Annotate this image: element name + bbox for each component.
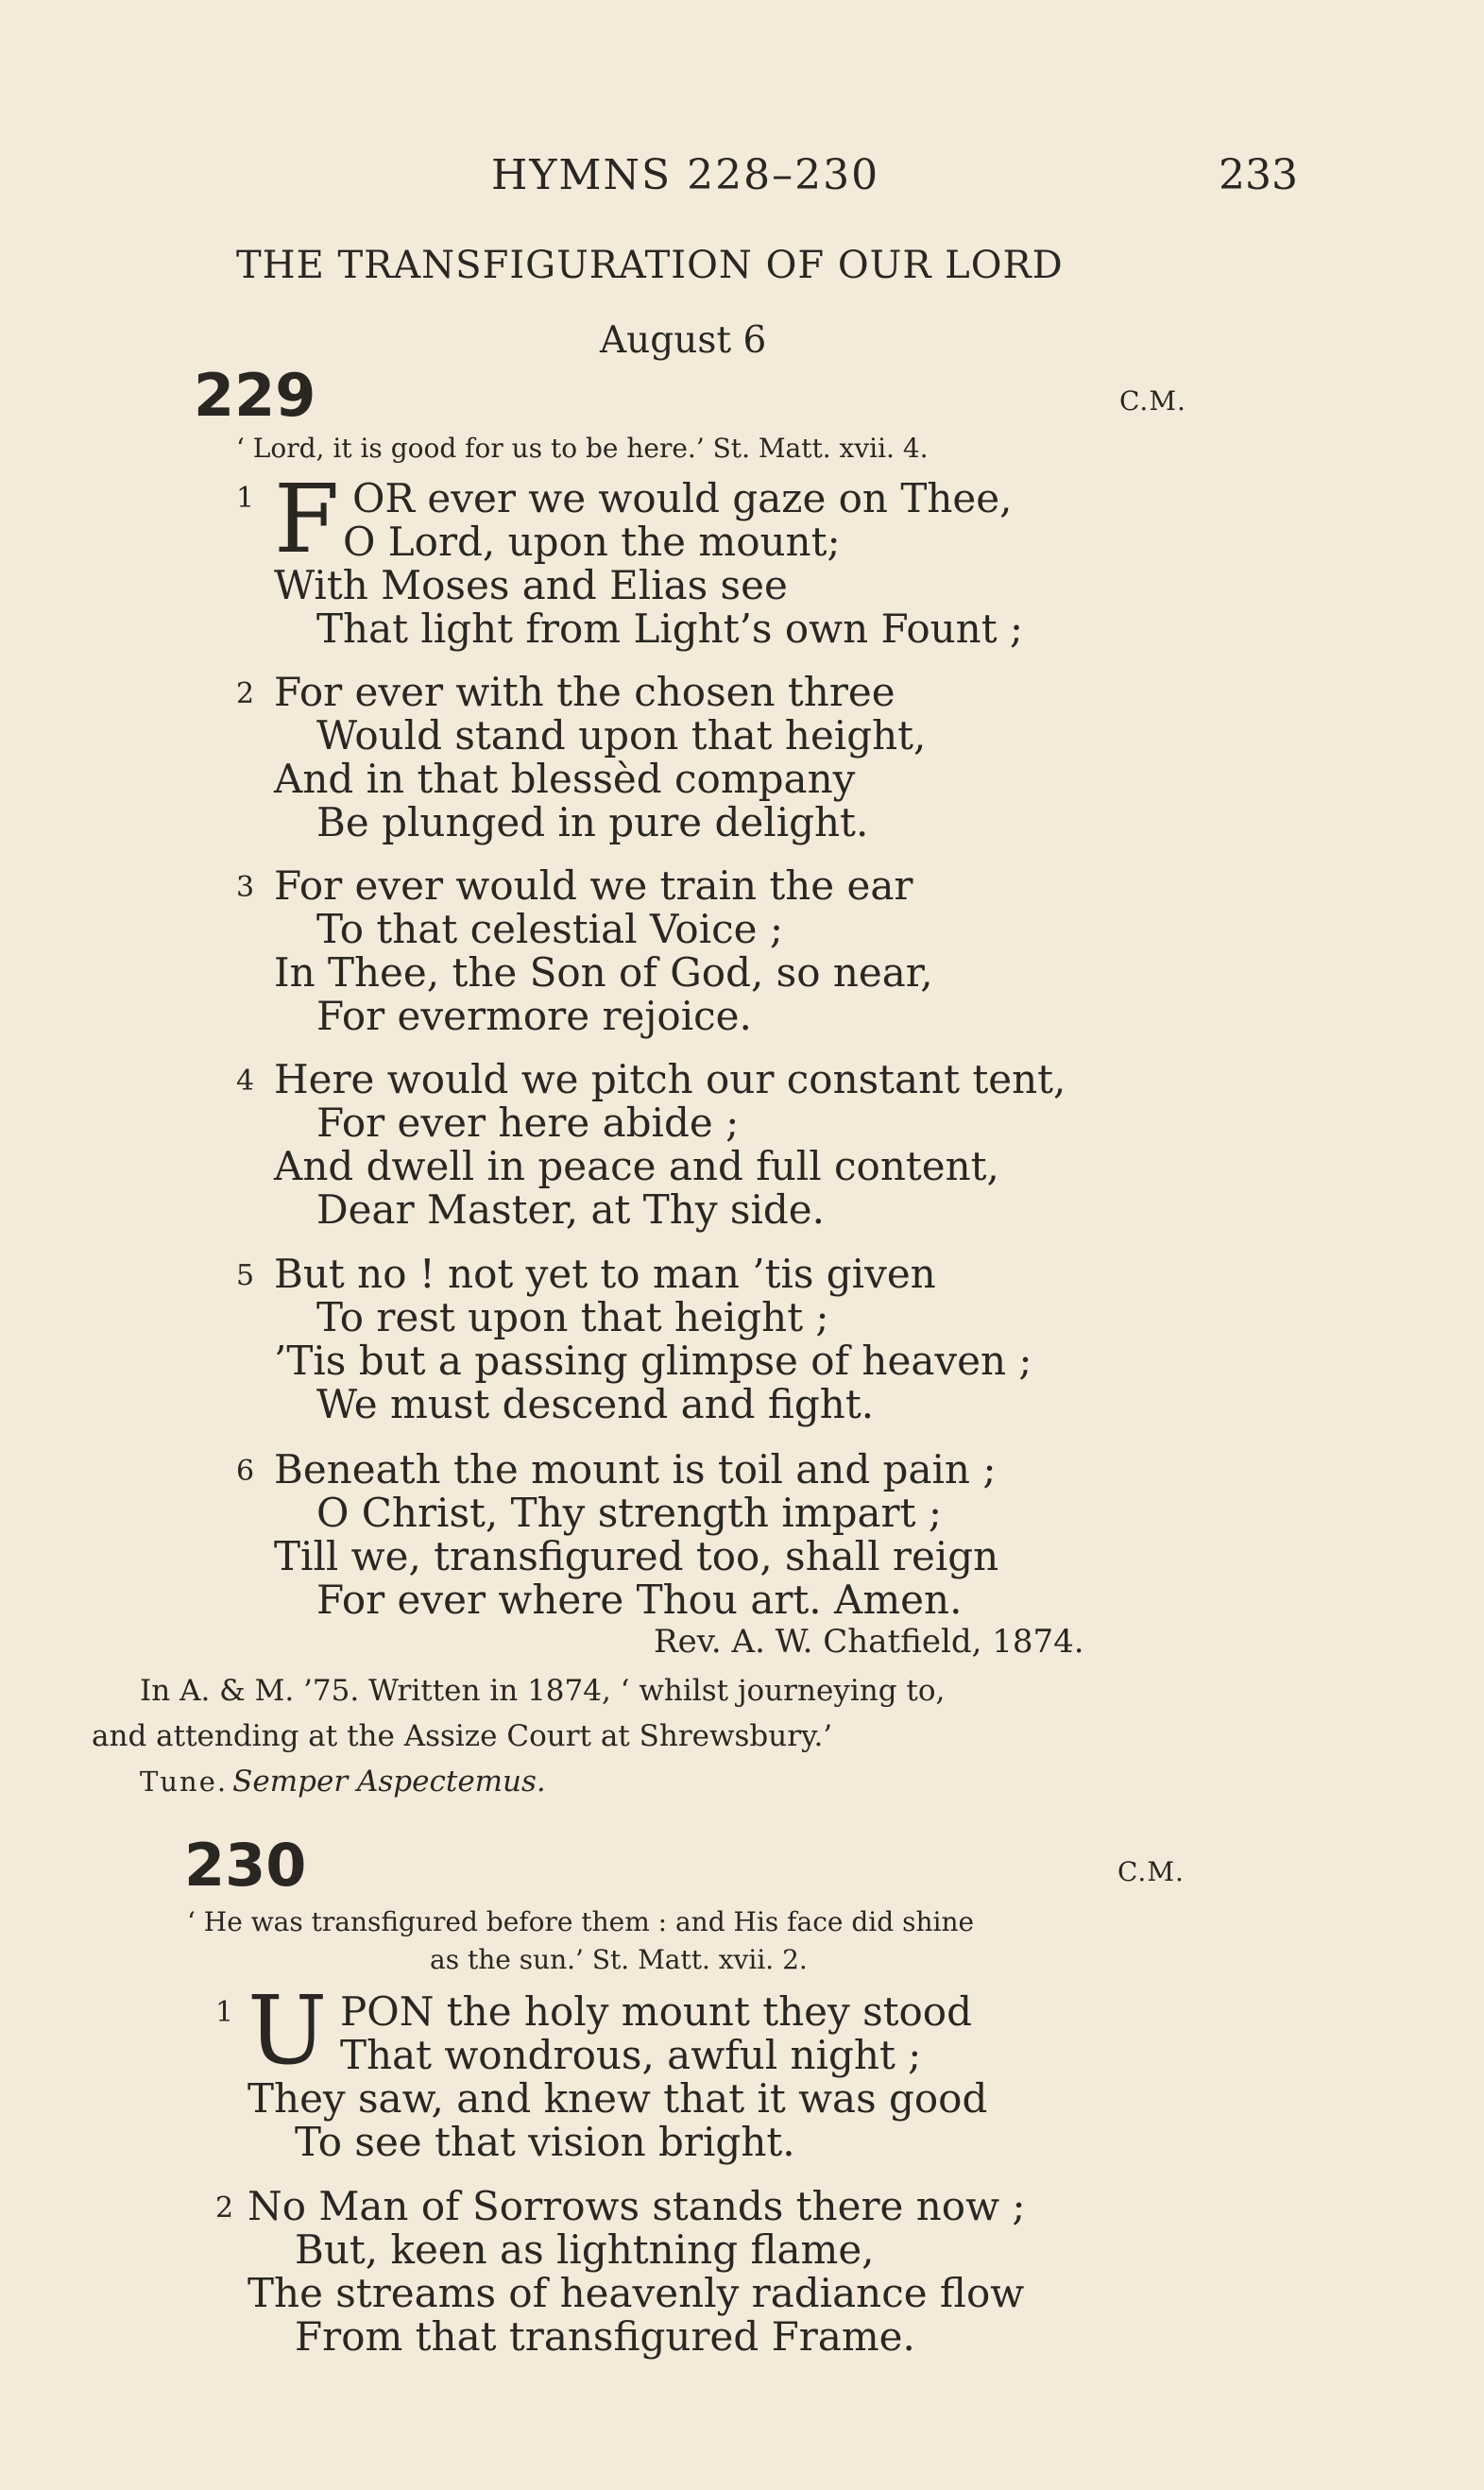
verse-line: ’Tis but a passing glimpse of heaven ; xyxy=(274,1338,1032,1384)
verse-number: 4 xyxy=(236,1065,255,1098)
verse-number: 2 xyxy=(236,677,255,710)
verse-number: 3 xyxy=(236,871,255,904)
hymn-229-number: 229 xyxy=(194,361,316,430)
hymn-230-number: 230 xyxy=(184,1831,307,1900)
verse-line: Be plunged in pure delight. xyxy=(316,799,869,845)
verse-line: Till we, transfigured too, shall reign xyxy=(274,1533,999,1579)
verse-line: Beneath the mount is toil and pain ; xyxy=(274,1446,997,1492)
tune-name: Semper Aspectemus. xyxy=(232,1765,546,1799)
verse-line: And in that blessèd company xyxy=(274,756,856,802)
verse-number: 5 xyxy=(236,1259,255,1292)
section-title: THE TRANSFIGURATION OF OUR LORD xyxy=(236,244,1064,287)
hymn-230-scripture-ref: ‘ He was transfigured before them : and His face did shine xyxy=(187,1906,975,1937)
verse-line: That light from Light’s own Fount ; xyxy=(316,605,1024,652)
section-date: August 6 xyxy=(600,319,767,362)
tune-label: Tune. xyxy=(140,1765,229,1798)
verse-number: 2 xyxy=(215,2192,234,2225)
hymn-229-note: In A. & M. ’75. Written in 1874, ‘ whilst journeying to, xyxy=(140,1674,946,1708)
verse-line: For ever where Thou art. Amen. xyxy=(316,1577,963,1623)
verse-line: That wondrous, awful night ; xyxy=(340,2032,922,2078)
verse-line: For ever with the chosen three xyxy=(274,669,896,715)
verse-number: 6 xyxy=(236,1455,255,1488)
verse-line: No Man of Sorrows stands there now ; xyxy=(247,2183,1026,2229)
verse-line: O Lord, upon the mount; xyxy=(343,519,841,565)
verse-line: From that transfigured Frame. xyxy=(295,2313,915,2360)
verse-line: For ever here abide ; xyxy=(316,1100,740,1146)
verse-line: Would stand upon that height, xyxy=(316,712,927,759)
page-number: 233 xyxy=(1219,151,1298,199)
verse-line: For evermore rejoice. xyxy=(316,993,752,1039)
hymn-229-scripture-ref: ‘ Lord, it is good for us to be here.’ St. Matt. xvii. 4. xyxy=(236,433,929,464)
drop-cap: F xyxy=(274,464,340,574)
verse-line: To that celestial Voice ; xyxy=(316,906,784,952)
verse-number: 1 xyxy=(215,1996,234,2029)
verse-line: OR ever we would gaze on Thee, xyxy=(352,475,1013,521)
verse-line: Here would we pitch our constant tent, xyxy=(274,1056,1066,1102)
verse-line: The streams of heavenly radiance flow xyxy=(247,2270,1025,2316)
verse-line: To rest upon that height ; xyxy=(316,1294,829,1340)
verse-line: They saw, and knew that it was good xyxy=(247,2075,988,2122)
hymn-230-scripture-ref: as the sun.’ St. Matt. xvii. 2. xyxy=(430,1944,808,1975)
running-title: HYMNS 228–230 xyxy=(491,151,880,199)
hymn-229-meter: C.M. xyxy=(1119,385,1186,417)
verse-line: But no ! not yet to man ’tis given xyxy=(274,1251,936,1297)
verse-line: In Thee, the Son of God, so near, xyxy=(274,949,933,996)
hymn-230-meter: C.M. xyxy=(1117,1856,1185,1887)
verse-number: 1 xyxy=(236,482,255,515)
verse-line: To see that vision bright. xyxy=(295,2119,795,2165)
drop-cap: U xyxy=(247,1975,328,2086)
hymn-229-note: and attending at the Assize Court at Shrewsbury.’ xyxy=(92,1719,833,1753)
hymn-229-tune xyxy=(140,1765,546,1799)
verse-line: Dear Master, at Thy side. xyxy=(316,1186,825,1233)
verse-line: We must descend and fight. xyxy=(316,1381,875,1427)
hymn-229-author: Rev. A. W. Chatfield, 1874. xyxy=(654,1623,1084,1661)
verse-line: But, keen as lightning flame, xyxy=(295,2226,875,2273)
verse-line: And dwell in peace and full content, xyxy=(274,1143,999,1189)
verse-line: PON the holy mount they stood xyxy=(340,1988,972,2035)
verse-line: O Christ, Thy strength impart ; xyxy=(316,1490,942,1536)
verse-line: For ever would we train the ear xyxy=(274,862,913,909)
running-head xyxy=(0,151,1484,208)
verse-line: With Moses and Elias see xyxy=(274,562,788,608)
